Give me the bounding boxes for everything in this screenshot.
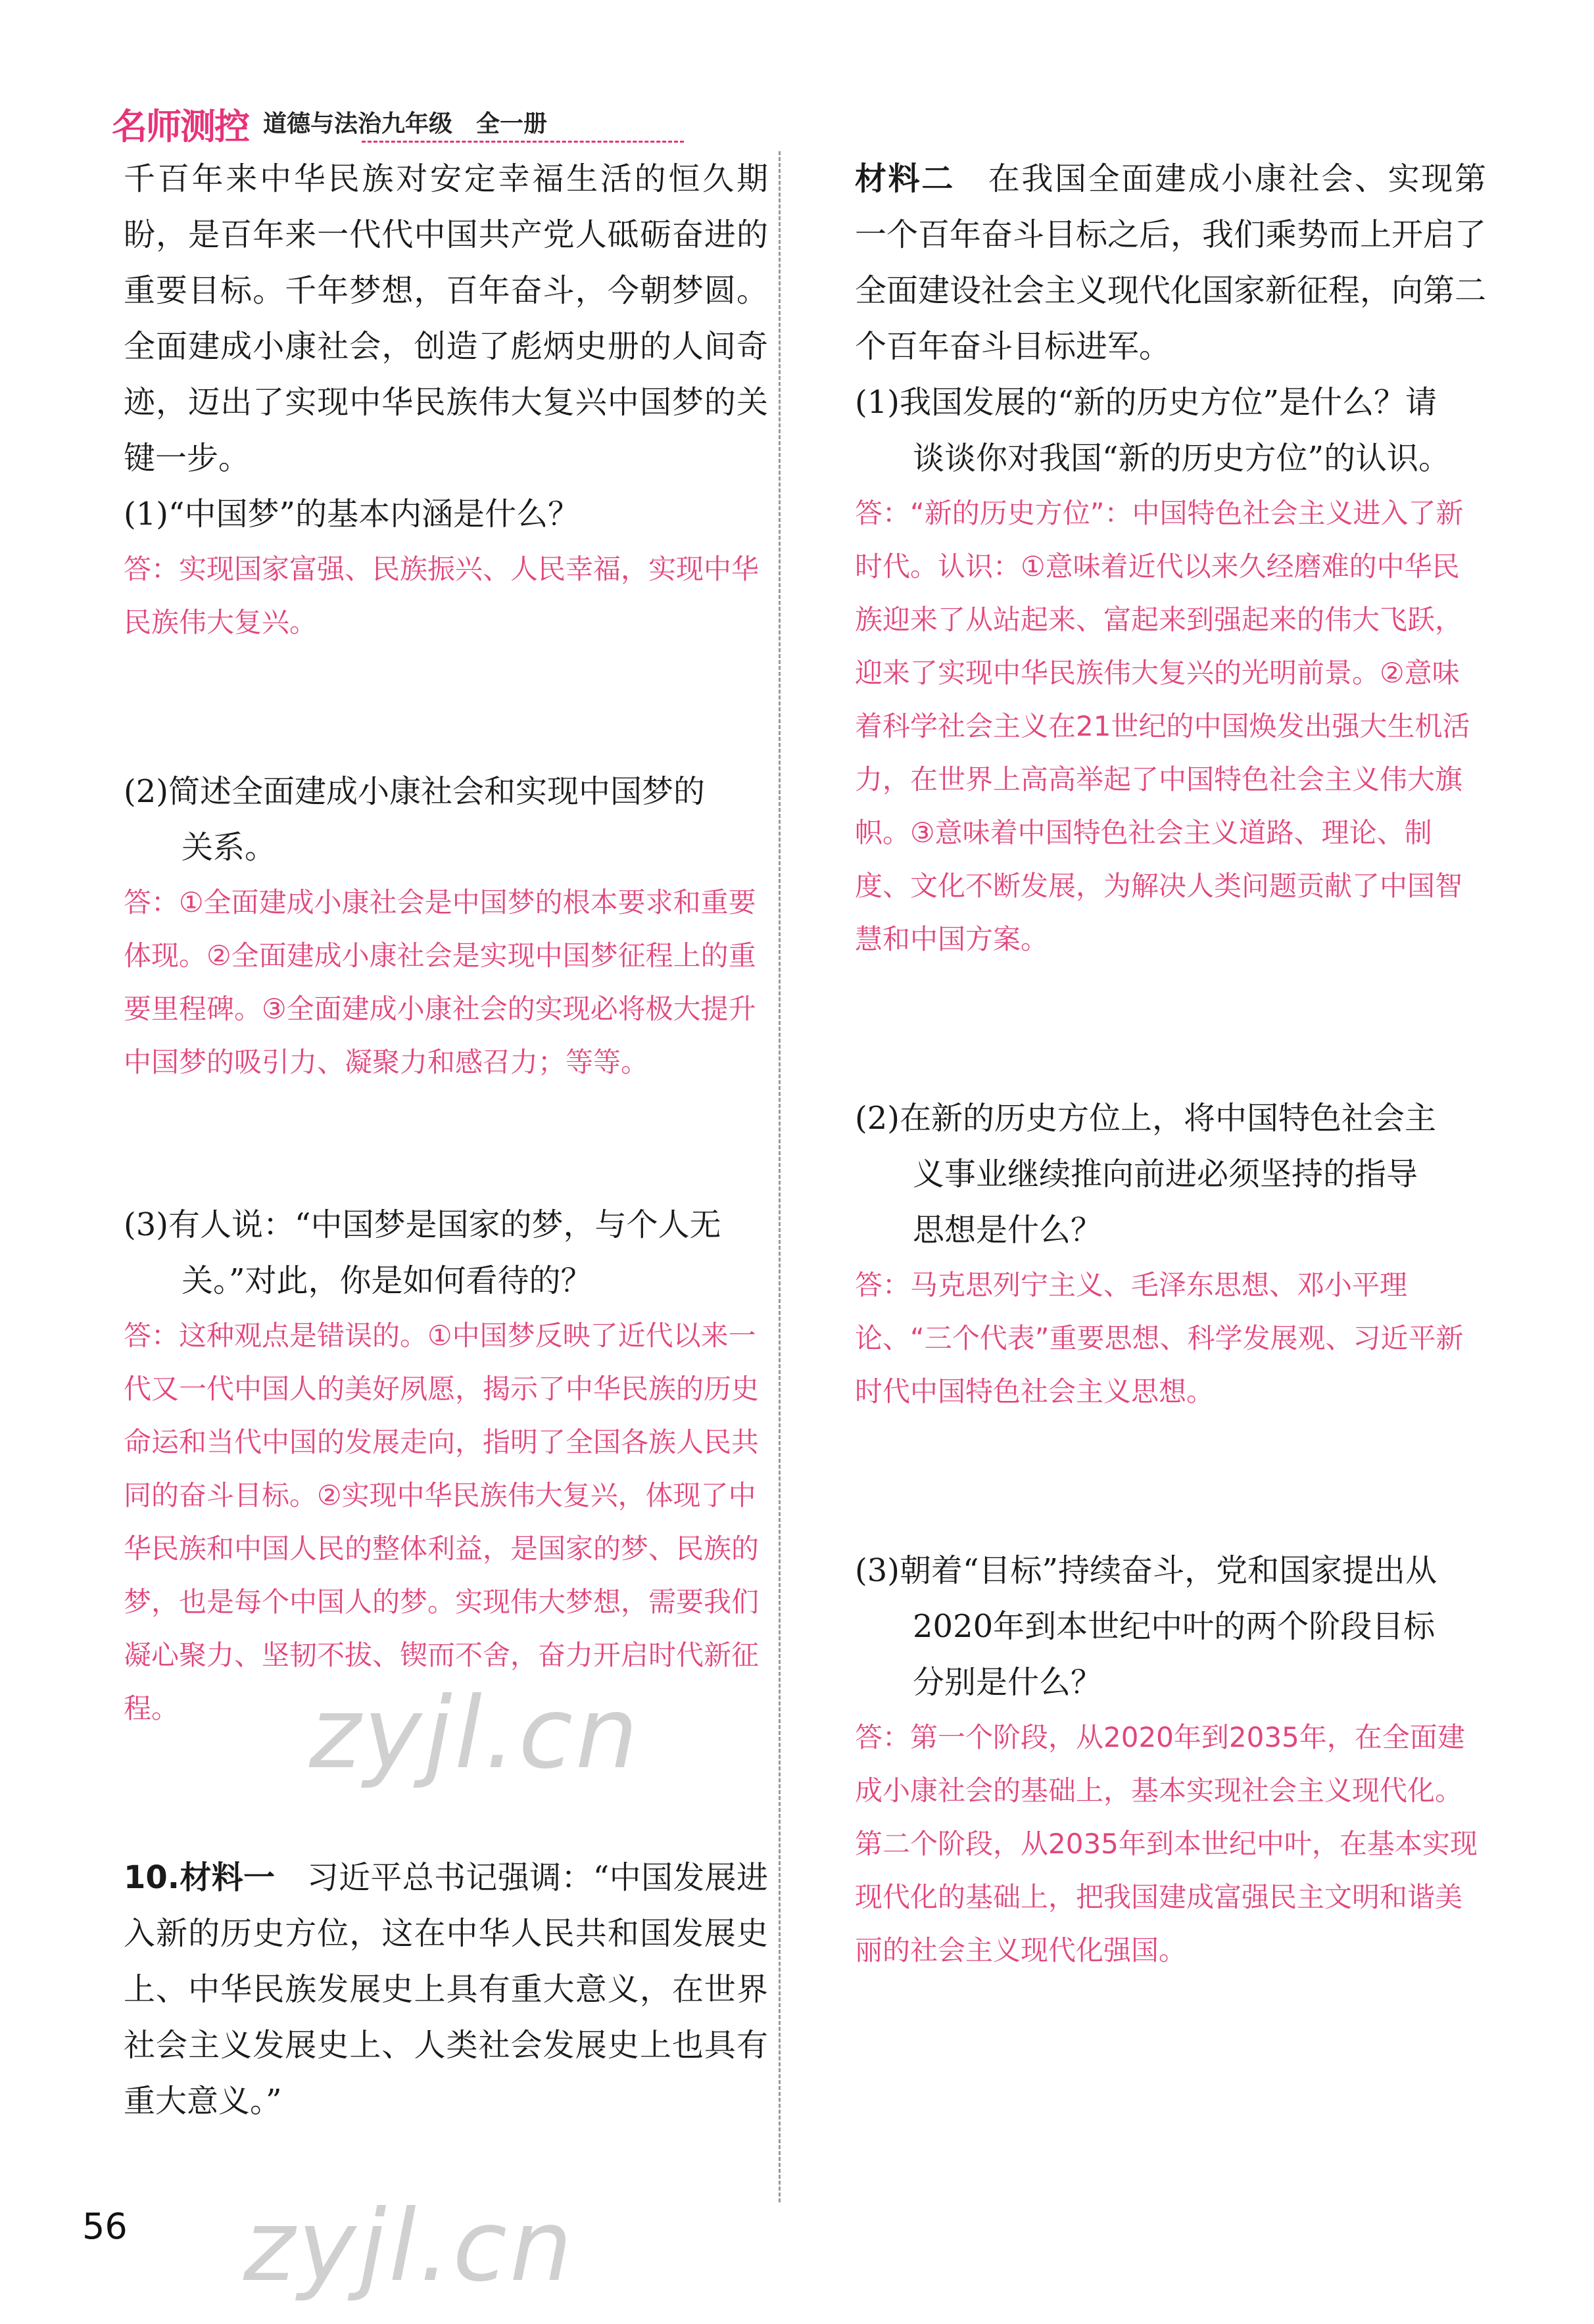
r-question-1 bbox=[855, 375, 1486, 486]
question-2 bbox=[124, 764, 768, 876]
header-rule bbox=[362, 141, 684, 143]
material-intro: 千百年来中华民族对安定幸福生活的恒久期盼，是百年来一代代中国共产党人砥砺奋进的重要目标。千年梦想，百年奋斗，今朝梦圆。全面建成小康社会，创造了彪炳史册的人间奇迹，迈出了实现中华民族伟大复兴中国梦的关键一步。 bbox=[124, 160, 768, 477]
question-3-line1: (3)有人说：“中国梦是国家的梦，与个人无 bbox=[124, 1206, 721, 1243]
material-2-text: 在我国全面建成小康社会、实现第一个百年奋斗目标之后，我们乘势而上开启了全面建设社会主义现代化国家新征程，向第二个百年奋斗目标进军。 bbox=[855, 160, 1487, 365]
material-1-label: 材料一 bbox=[180, 1859, 276, 1896]
question-10 bbox=[124, 1850, 768, 2129]
page-header bbox=[112, 99, 769, 145]
r-question-3 bbox=[855, 1543, 1486, 1711]
material-2-label: 材料二 bbox=[855, 160, 955, 197]
r-question-2-line1: (2)在新的历史方位上，将中国特色社会主 bbox=[855, 1100, 1436, 1137]
answer-2: 答：①全面建成小康社会是中国梦的根本要求和重要体现。②全面建成小康社会是实现中国梦征程上的重要里程碑。③全面建成小康社会的实现必将极大提升中国梦的吸引力、凝聚力和感召力；等等。 bbox=[124, 886, 756, 1078]
r-question-3-line2: 2020年到本世纪中叶的两个阶段目标 bbox=[913, 1608, 1436, 1645]
r-answer-2: 答：马克思列宁主义、毛泽东思想、邓小平理论、“三个代表”重要思想、科学发展观、习近平新时代中国特色社会主义思想。 bbox=[855, 1269, 1464, 1408]
material-1-text: 习近平总书记强调：“中国发展进入新的历史方位，这在中华人民共和国发展史上、中华民族发展史上具有重大意义，在世界社会主义发展史上、人类社会发展史上也具有重大意义。” bbox=[124, 1859, 768, 2120]
question-10-number: 10. bbox=[124, 1859, 180, 1896]
question-2-line2: 关系。 bbox=[181, 829, 277, 866]
watermark-mid: zyjl.cn bbox=[309, 1676, 641, 1791]
r-answer-1: 答：“新的历史方位”：中国特色社会主义进入了新时代。认识：①意味着近代以来久经磨难的中华民族迎来了从站起来、富起来到强起来的伟大飞跃，迎来了实现中华民族伟大复兴的光明前景。②意味着科学社会主义在21世纪的中国焕发出强大生机活力，在世界上高高举起了中国特色社会主义伟大旗帜。③意味着中国特色社会主义道路、理论、制度、文化不断发展，为解决人类问题贡献了中国智慧和中国方案。 bbox=[855, 497, 1470, 955]
r-question-3-line1: (3)朝着“目标”持续奋斗，党和国家提出从 bbox=[855, 1552, 1437, 1589]
r-answer-3: 答：第一个阶段，从2020年到2035年，在全面建成小康社会的基础上，基本实现社会主义现代化。第二个阶段，从2035年到本世纪中叶，在基本实现现代化的基础上，把我国建成富强民主文明和谐美丽的社会主义现代化强国。 bbox=[855, 1721, 1478, 1966]
r-question-2 bbox=[855, 1091, 1486, 1258]
r-question-1-line1: (1)我国发展的“新的历史方位”是什么？请 bbox=[855, 384, 1437, 421]
page-number: 56 bbox=[82, 2206, 128, 2247]
question-2-line1: (2)简述全面建成小康社会和实现中国梦的 bbox=[124, 773, 705, 810]
brand-logo: 名师测控 bbox=[112, 106, 249, 147]
question-1: (1)“中国梦”的基本内涵是什么？ bbox=[124, 496, 580, 533]
r-question-2-line3: 思想是什么？ bbox=[913, 1212, 1103, 1248]
r-question-3-line3: 分别是什么？ bbox=[913, 1664, 1103, 1701]
answer-1: 答：实现国家富强、民族振兴、人民幸福，实现中华民族伟大复兴。 bbox=[124, 553, 760, 638]
right-column bbox=[855, 151, 1486, 1977]
question-3-line2: 关。”对此，你是如何看待的？ bbox=[181, 1262, 592, 1299]
watermark-bottom: zyjl.cn bbox=[243, 2189, 575, 2304]
r-question-2-line2: 义事业继续推向前进必须坚持的指导 bbox=[913, 1156, 1418, 1193]
book-title: 道德与法治九年级 全一册 bbox=[263, 110, 548, 137]
left-column bbox=[124, 151, 768, 2129]
r-question-1-line2: 谈谈你对我国“新的历史方位”的认识。 bbox=[913, 440, 1451, 477]
question-3 bbox=[124, 1197, 768, 1309]
answer-3: 答：这种观点是错误的。①中国梦反映了近代以来一代又一代中国人的美好夙愿，揭示了中华民族的历史命运和当代中国的发展走向，指明了全国各族人民共同的奋斗目标。②实现中华民族伟大复兴，体现了中华民族和中国人民的整体利益，是国家的梦、民族的梦，也是每个中国人的梦。实现伟大梦想，需要我们凝心聚力、坚韧不拔、锲而不舍，奋力开启时代新征程。 bbox=[124, 1319, 760, 1724]
material-2 bbox=[855, 151, 1486, 375]
column-divider bbox=[779, 151, 781, 2202]
